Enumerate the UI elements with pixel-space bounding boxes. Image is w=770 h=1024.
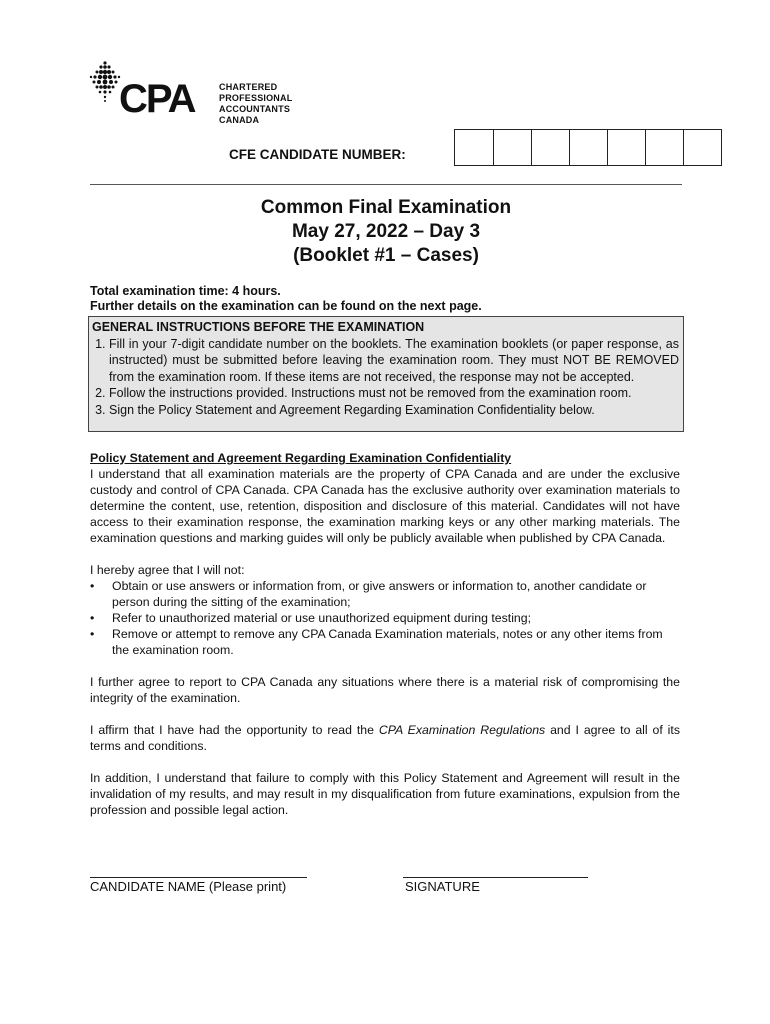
candidate-name-label: CANDIDATE NAME (Please print): [90, 879, 287, 894]
agreement-item: [90, 610, 680, 626]
candidate-digit-box[interactable]: [455, 130, 493, 165]
logo-line: CHARTERED: [219, 82, 278, 92]
bullet-icon: •: [90, 627, 95, 641]
policy-section: [90, 450, 680, 818]
instructions-heading: GENERAL INSTRUCTIONS BEFORE THE EXAMINATION: [92, 320, 425, 334]
signature-label: SIGNATURE: [405, 879, 480, 894]
logo-text: [219, 82, 292, 126]
candidate-digit-box[interactable]: [569, 130, 607, 165]
title-line-1: Common Final Examination: [260, 197, 512, 218]
exam-info: [90, 284, 482, 314]
candidate-digit-box[interactable]: [531, 130, 569, 165]
agreement-item: [90, 626, 680, 658]
instruction-item: 1. Fill in your 7-digit candidate number on the booklets. The examination booklets (or paper response, as instructed) must be submitted before leaving the examination room. They must NOT BE REMOVED from the examination room. If these items are not received, the response may not be accepted.: [109, 336, 679, 386]
divider: [90, 184, 682, 185]
affirm-text: and I agree to all of its terms and conditions.: [90, 723, 680, 753]
cpa-logo: [88, 58, 218, 128]
exam-details: Further details on the examination can be found on the next page.: [90, 299, 482, 313]
agreement-text: Refer to unauthorized material or use unauthorized equipment during testing;: [112, 611, 532, 625]
agreement-text: Obtain or use answers or information from, or give answers or information to, another candidate or person during the sitting of the examination;: [112, 579, 647, 609]
policy-paragraph: I understand that all examination materials are the property of CPA Canada and are under the exclusive custody and control of CPA Canada. CPA Canada has the exclusive authority over examination materials to determine the content, use, retention, disposition and disclosure of this material. Candidates will not have access to their examination response, the examination marking keys or any other marking materials. The examination questions and marking guides will only be publicly available when published by CPA Canada.: [90, 467, 680, 545]
final-paragraph: In addition, I understand that failure to comply with this Policy Statement and Agreement will result in the invalidation of my results, and may result in my disqualification from future examinations, expulsion from the profession and possible legal action.: [90, 771, 680, 817]
agreement-item: [90, 578, 680, 610]
maple-leaf-dots-icon: [90, 61, 120, 102]
title-line-3: (Booklet #1 – Cases): [293, 245, 479, 266]
affirm-text: I affirm that I have had the opportunity to read the: [90, 723, 379, 737]
candidate-digit-box[interactable]: [493, 130, 531, 165]
policy-heading: Policy Statement and Agreement Regarding Examination Confidentiality: [90, 451, 512, 465]
page-title: [90, 196, 682, 268]
instruction-item: 2. Follow the instructions provided. Instructions must not be removed from the examination room.: [109, 385, 679, 402]
candidate-number-label: CFE CANDIDATE NUMBER:: [229, 147, 406, 162]
candidate-digit-box[interactable]: [607, 130, 645, 165]
candidate-number-boxes[interactable]: [454, 129, 722, 166]
logo-wordmark: CPA: [119, 77, 195, 121]
bullet-icon: •: [90, 579, 95, 593]
candidate-name-line[interactable]: [90, 877, 307, 878]
logo-line: ACCOUNTANTS: [219, 104, 291, 114]
logo-line: PROFESSIONAL: [219, 93, 293, 103]
affirm-paragraph: [90, 722, 680, 754]
logo-line: CANADA: [219, 115, 260, 125]
signature-line[interactable]: [403, 877, 588, 878]
instruction-item: 3. Sign the Policy Statement and Agreement Regarding Examination Confidentiality below.: [109, 402, 679, 419]
agree-intro: I hereby agree that I will not:: [90, 563, 245, 577]
general-instructions-box: [88, 316, 684, 432]
instructions-list: [92, 336, 679, 419]
report-paragraph: I further agree to report to CPA Canada any situations where there is a material risk of compromising the integrity of the examination.: [90, 675, 680, 705]
regulations-title: CPA Examination Regulations: [378, 723, 546, 737]
agreement-list: [90, 578, 680, 658]
bullet-icon: •: [90, 611, 95, 625]
title-line-2: May 27, 2022 – Day 3: [291, 221, 481, 242]
candidate-digit-box[interactable]: [645, 130, 683, 165]
exam-time: Total examination time: 4 hours.: [90, 284, 281, 298]
agreement-text: Remove or attempt to remove any CPA Canada Examination materials, notes or any other items from the examination room.: [112, 627, 663, 657]
candidate-digit-box[interactable]: [683, 130, 721, 165]
